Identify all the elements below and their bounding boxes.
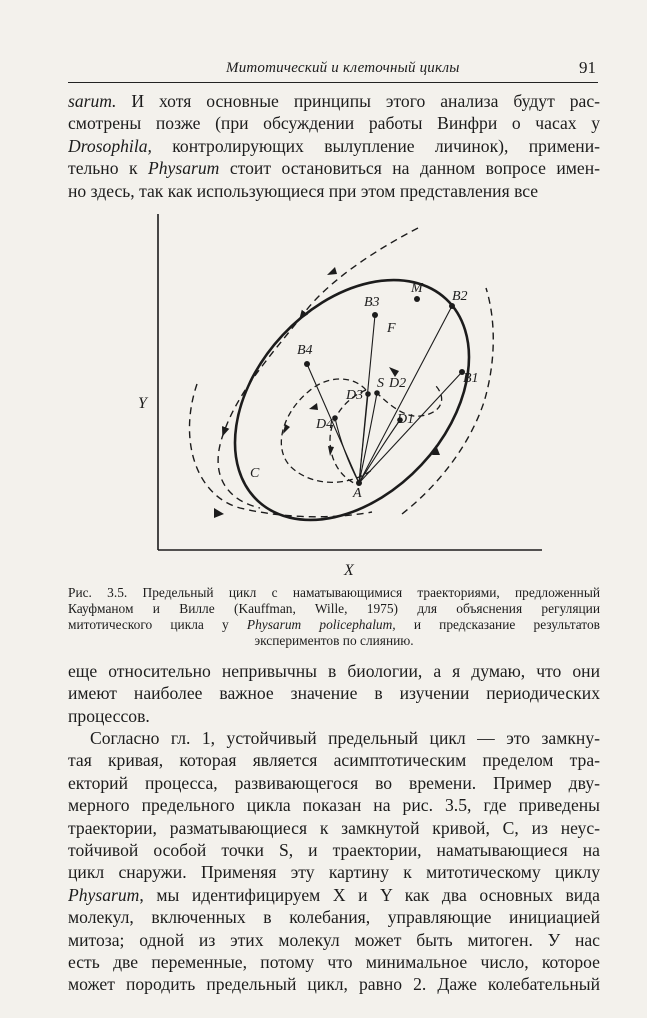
curve-d4-a [335,418,359,483]
running-title: Митотический и клеточный циклы [226,60,460,76]
label-b3: B3 [364,295,380,310]
points [304,296,465,486]
label-d3: D3 [346,388,364,403]
text-line: может породить предельный цикл, равно 2. Даже колебательный [68,974,600,995]
text-line: екторий процесса, развивающегося во времени. Пример дву- [68,772,600,793]
text-span: , мы идентифицируем X и Y как два основных вида [139,884,600,905]
caption-line: экспериментов по слиянию. [254,633,414,648]
text-line: имеют наиболее важное значение в изучении периодических [68,683,600,704]
label-m: M [411,281,423,296]
text-span: И хотя основные принципы этого анализа будут рас- [116,91,600,111]
text-line: смотрены позже (при обсуждении работы Винфри о часах у [68,113,600,134]
text-span: митотического цикла у [68,617,247,632]
text-line [68,884,600,906]
ray-a-s [359,394,368,483]
label-a: A [353,486,362,501]
label-d1: D1 [397,412,415,427]
text-line: тая кривая, которая является асимптотическим пределом тра- [68,750,600,771]
arrowhead [309,403,318,410]
caption-line: Кауфманом и Вилле (Kauffman, Wille, 1975) для объяснения регуляции [68,601,600,616]
text-line: мерного предельного цикла показан на рис. 3.5, где приведены [68,795,600,816]
page-number: 91 [579,58,596,77]
label-f: F [387,321,396,336]
arrowhead [328,446,334,456]
point-d2 [374,390,380,396]
italic-species: Physarum policephalum, [246,617,396,632]
bottom-paragraph-1 [68,660,600,727]
italic-word: Drosophila, [68,135,152,156]
point-d3 [365,391,371,397]
label-d2: D2 [389,376,407,391]
caption-line [68,617,600,633]
text-line: еще относительно непривычны в биологии, а я думаю, что они [68,661,600,681]
text-line: молекул, включенных в колебания, управляющие инициацией [68,907,600,928]
label-b1: B1 [463,371,479,386]
text-line: процессов. [68,705,150,726]
figure-caption [68,585,600,649]
text-line: есть две переменные, потому что минимальное число, которое [68,951,600,972]
text-line: тойчивой особой точки S, и траектории, наматывающиеся на [68,839,600,860]
arrowhead [327,267,337,275]
text-span: контролирующих вылупление личинок), примени- [151,135,600,156]
outer-trajectory-lower [402,288,493,514]
point-b3 [372,312,378,318]
point-m [414,296,420,302]
y-axis-label: Y [138,395,147,412]
label-b2: B2 [452,289,468,304]
arrowhead [214,508,224,518]
bottom-paragraph-2 [68,727,600,1018]
text-line: митоза; одной из этих молекул может быть митоген. У нас [68,929,600,950]
label-d4: D4 [316,417,334,432]
caption-line: Рис. 3.5. Предельный цикл с наматывающимися траекториями, предложенный [68,585,600,600]
text-span: тельно к [68,158,149,179]
ray-a-b1 [359,372,462,483]
text-line: цикл снаружи. Применяя эту картину к митотическому циклу [68,862,600,883]
text-span: и предсказание результатов [395,617,600,632]
italic-word: sarum. [68,91,117,111]
italic-word: Physarum [68,884,140,905]
text-line: но здесь, так как использующиеся при этом представления все [68,180,539,201]
label-s: S [377,376,384,391]
rays-from-a [307,306,462,483]
text-span: стоит остановиться на данном вопросе имен- [219,158,600,179]
label-c: C [250,466,260,481]
outer-trajectory-upper [218,228,418,508]
italic-word: Physarum [148,158,220,179]
point-b4 [304,361,310,367]
text-line: Согласно гл. 1, устойчивый предельный цикл — это замкну- [90,728,600,748]
text-line: траектории, разматывающиеся к замкнутой кривой, C, из неус- [68,817,600,838]
text-line [68,996,600,1018]
label-b4: B4 [297,343,313,358]
x-axis-label: X [344,562,354,579]
